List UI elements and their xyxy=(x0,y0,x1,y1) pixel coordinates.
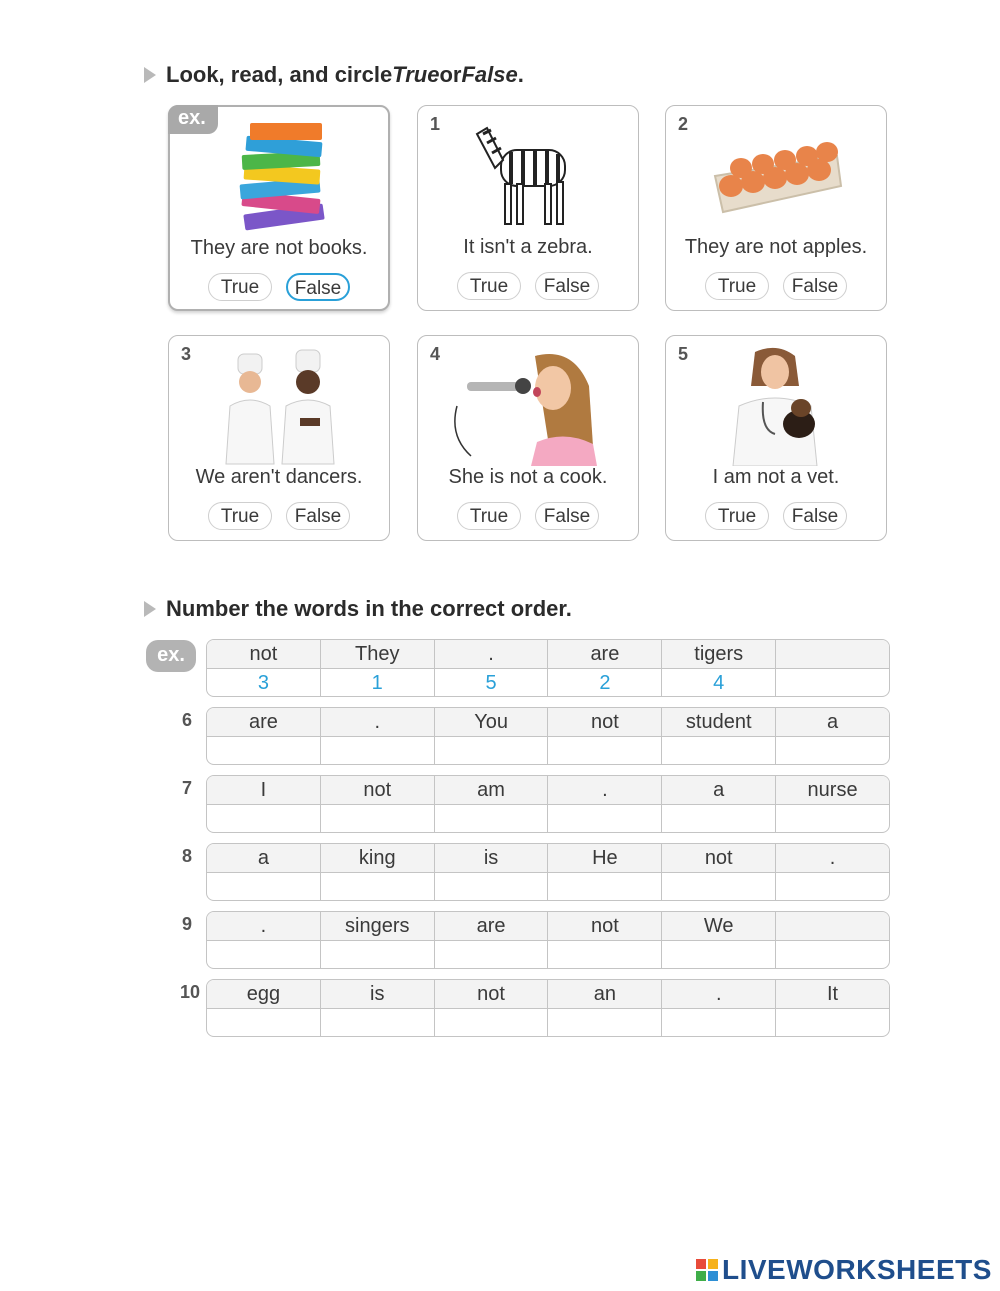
answer-cell[interactable] xyxy=(548,941,662,969)
card-2 xyxy=(665,105,887,311)
sentence-example: They are not books. xyxy=(190,237,368,259)
answer-cell[interactable] xyxy=(207,873,321,901)
answer-cell[interactable] xyxy=(776,805,889,833)
sentence-4: She is not a cook. xyxy=(448,466,608,488)
answer-cell[interactable] xyxy=(776,737,889,765)
row-number: 8 xyxy=(181,846,192,866)
answer-cell[interactable] xyxy=(321,1009,435,1037)
card-number: 3 xyxy=(181,344,192,364)
word-cell: not xyxy=(662,844,776,872)
answer-cell[interactable] xyxy=(776,1009,889,1037)
example-badge: ex. xyxy=(168,105,218,134)
play-triangle-icon xyxy=(144,601,156,617)
title-text-end: . xyxy=(517,62,524,87)
answer-cell[interactable] xyxy=(435,941,549,969)
section-title-true-false xyxy=(144,62,524,88)
word-cell: are xyxy=(435,912,549,940)
true-button-1[interactable]: True xyxy=(457,272,521,300)
example-label: ex. xyxy=(146,640,196,672)
card-number: 5 xyxy=(678,344,689,364)
sentence-2: They are not apples. xyxy=(684,236,868,258)
true-button-example[interactable]: True xyxy=(208,273,272,301)
word-order-row-7 xyxy=(206,775,890,833)
word-cell: is xyxy=(321,980,435,1008)
word-cell: He xyxy=(548,844,662,872)
answer-cell[interactable] xyxy=(662,737,776,765)
row-number: 10 xyxy=(179,982,200,1002)
false-button-example[interactable]: False xyxy=(286,273,350,301)
title-text-or: or xyxy=(439,62,462,87)
sentence-5: I am not a vet. xyxy=(712,466,840,488)
answer-cell[interactable] xyxy=(321,873,435,901)
word-cell xyxy=(776,640,889,668)
word-cell: am xyxy=(435,776,549,804)
word-cell: . xyxy=(207,912,321,940)
row-number: 9 xyxy=(181,914,192,934)
word-order-row-9 xyxy=(206,911,890,969)
answer-cell[interactable] xyxy=(207,805,321,833)
answer-cell[interactable] xyxy=(776,873,889,901)
true-button-5[interactable]: True xyxy=(705,502,769,530)
word-cell: They xyxy=(321,640,435,668)
section2-title-text: Number the words in the correct order. xyxy=(166,596,572,621)
zebra-image xyxy=(453,116,603,236)
answer-cell[interactable]: 1 xyxy=(321,669,435,697)
logo-text: LIVEWORKSHEETS xyxy=(722,1254,992,1285)
logo-blocks-icon xyxy=(696,1259,718,1281)
false-button-5[interactable]: False xyxy=(783,502,847,530)
answer-cell[interactable] xyxy=(321,941,435,969)
answer-cell[interactable] xyxy=(207,737,321,765)
true-button-4[interactable]: True xyxy=(457,502,521,530)
word-cell: king xyxy=(321,844,435,872)
books-image xyxy=(204,117,354,237)
answer-cell[interactable] xyxy=(321,805,435,833)
word-cell: singers xyxy=(321,912,435,940)
word-cell: . xyxy=(548,776,662,804)
word-cell: is xyxy=(435,844,549,872)
word-cell: are xyxy=(207,708,321,736)
false-button-4[interactable]: False xyxy=(535,502,599,530)
answer-cell[interactable] xyxy=(776,669,889,697)
word-cell: not xyxy=(548,912,662,940)
card-5 xyxy=(665,335,887,541)
false-button-1[interactable]: False xyxy=(535,272,599,300)
answer-cell[interactable] xyxy=(548,1009,662,1037)
word-cell: student xyxy=(662,708,776,736)
answer-cell[interactable] xyxy=(435,873,549,901)
answer-cell[interactable] xyxy=(321,737,435,765)
card-4 xyxy=(417,335,639,541)
answer-cell[interactable]: 4 xyxy=(662,669,776,697)
answer-cell[interactable] xyxy=(776,941,889,969)
card-number: 1 xyxy=(430,114,441,134)
word-cell: It xyxy=(826,983,839,1005)
true-button-3[interactable]: True xyxy=(208,502,272,530)
word-cell: a xyxy=(662,776,776,804)
answer-cell[interactable] xyxy=(548,805,662,833)
word-cell: I xyxy=(207,776,321,804)
title-word-true: True xyxy=(392,62,440,87)
row-number: 7 xyxy=(181,778,192,798)
word-cell: a xyxy=(826,711,839,733)
answer-cell[interactable]: 3 xyxy=(207,669,321,697)
answer-cell[interactable] xyxy=(662,873,776,901)
answer-cell[interactable]: 5 xyxy=(435,669,549,697)
play-triangle-icon xyxy=(144,67,156,83)
word-order-row-example xyxy=(206,639,890,697)
sentence-3: We aren't dancers. xyxy=(195,466,363,488)
answer-cell[interactable]: 2 xyxy=(548,669,662,697)
answer-cell[interactable] xyxy=(662,805,776,833)
word-cell: an xyxy=(548,980,662,1008)
word-cell xyxy=(776,912,889,940)
word-cell: not xyxy=(548,708,662,736)
card-1 xyxy=(417,105,639,311)
card-example xyxy=(168,105,390,311)
word-cell: nurse xyxy=(807,779,858,801)
vet-image xyxy=(701,346,851,466)
word-cell: not xyxy=(321,776,435,804)
answer-cell[interactable] xyxy=(207,941,321,969)
singer-image xyxy=(453,346,603,466)
liveworksheets-logo xyxy=(696,1254,992,1286)
card-3 xyxy=(168,335,390,541)
eggs-image xyxy=(701,116,851,236)
answer-cell[interactable] xyxy=(662,941,776,969)
answer-cell[interactable] xyxy=(548,737,662,765)
word-cell: are xyxy=(548,640,662,668)
false-button-3[interactable]: False xyxy=(286,502,350,530)
true-button-2[interactable]: True xyxy=(705,272,769,300)
title-word-false: False xyxy=(461,62,518,87)
word-cell: not xyxy=(207,640,321,668)
word-cell: egg xyxy=(207,980,321,1008)
word-cell: not xyxy=(435,980,549,1008)
false-button-2[interactable]: False xyxy=(783,272,847,300)
answer-cell[interactable] xyxy=(548,873,662,901)
answer-cell[interactable] xyxy=(435,805,549,833)
word-cell: . xyxy=(321,708,435,736)
answer-cell[interactable] xyxy=(435,737,549,765)
word-cell: a xyxy=(207,844,321,872)
answer-cell[interactable] xyxy=(662,1009,776,1037)
row-number: 6 xyxy=(181,710,192,730)
word-order-row-10 xyxy=(206,979,890,1037)
answer-cell[interactable] xyxy=(435,1009,549,1037)
chefs-image xyxy=(204,346,354,466)
answer-cell[interactable] xyxy=(207,1009,321,1037)
title-text-start: Look, read, and circle xyxy=(166,62,393,87)
card-number: 2 xyxy=(678,114,689,134)
sentence-1: It isn't a zebra. xyxy=(463,236,593,258)
word-cell: . xyxy=(435,640,549,668)
section-title-word-order xyxy=(144,596,572,622)
word-order-row-8 xyxy=(206,843,890,901)
word-order-row-6 xyxy=(206,707,890,765)
word-cell: tigers xyxy=(662,640,776,668)
word-cell: You xyxy=(435,708,549,736)
word-cell: We xyxy=(662,912,776,940)
word-cell: . xyxy=(829,847,836,869)
word-cell: . xyxy=(662,980,776,1008)
card-number: 4 xyxy=(430,344,441,364)
